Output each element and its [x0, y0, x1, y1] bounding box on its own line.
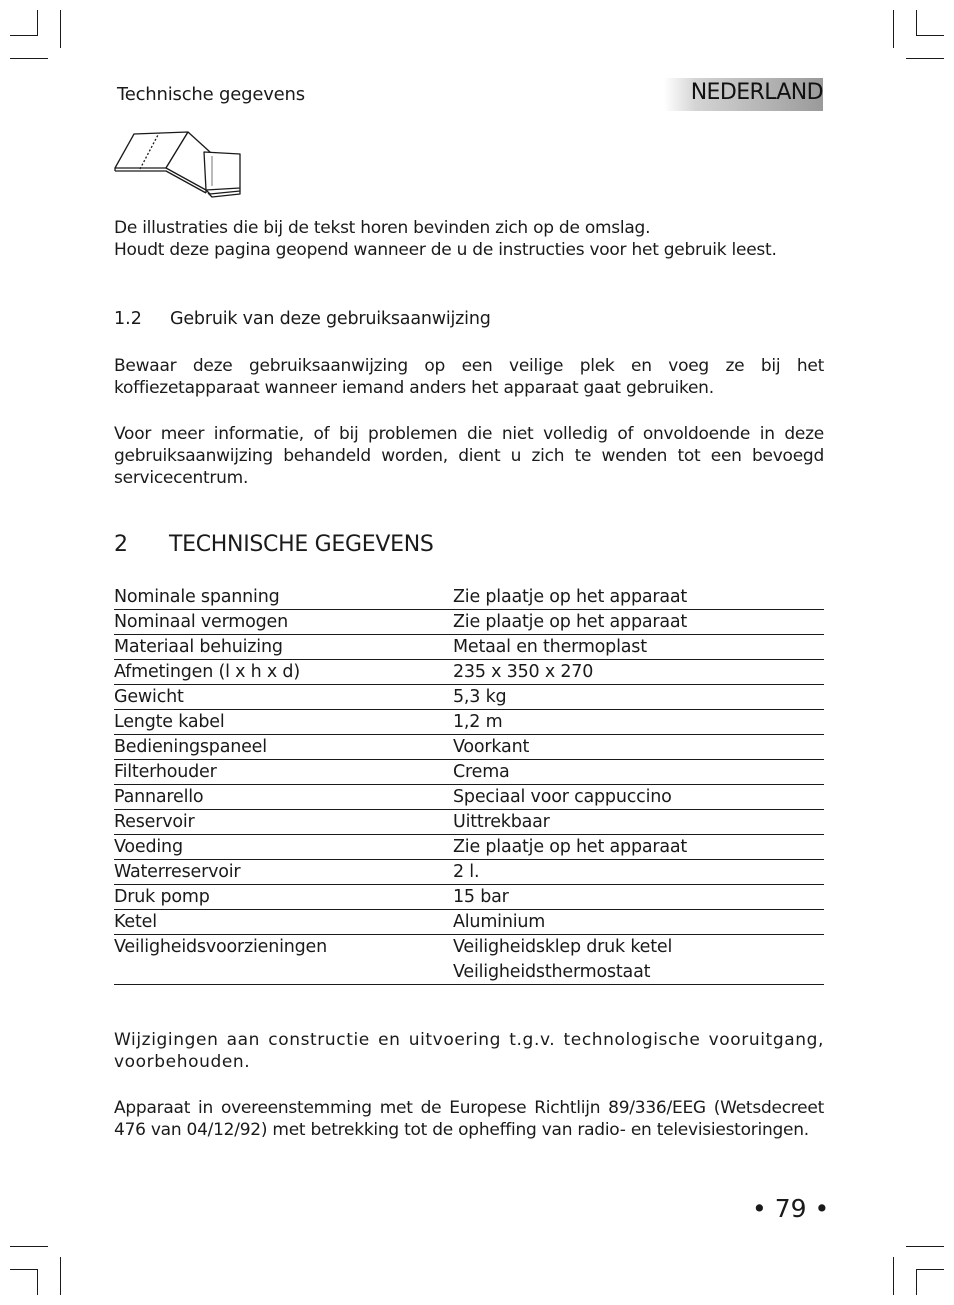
- table-row: [114, 835, 824, 860]
- footer-note-1: Wijzigingen aan constructie en uitvoering t.g.v. technologische vooruitgang, voorbehouden.: [114, 1030, 824, 1072]
- spec-label: Nominaal vermogen: [114, 610, 453, 635]
- section-number: 2: [114, 532, 128, 557]
- spec-value: Speciaal voor cappuccino: [453, 785, 824, 810]
- spec-value: Aluminium: [453, 910, 824, 935]
- spec-value: Zie plaatje op het apparaat: [453, 610, 824, 635]
- specs-table: [114, 585, 824, 985]
- table-row: [114, 885, 824, 910]
- table-row: [114, 910, 824, 935]
- spec-value-group: [453, 935, 824, 985]
- page-number: • 79 •: [752, 1194, 830, 1223]
- subsection-paragraph-1: Bewaar deze gebruiksaanwijzing op een veilige plek en voeg ze bij het koffiezetapparaat wanneer iemand anders het apparaat gaat gebruiken.: [114, 356, 824, 398]
- table-row: [114, 685, 824, 710]
- intro-line-2: Houdt deze pagina geopend wanneer de u de instructies voor het gebruik leest.: [114, 240, 777, 260]
- spec-value: 5,3 kg: [453, 685, 824, 710]
- intro-text: [114, 217, 824, 261]
- spec-label: Lengte kabel: [114, 710, 453, 735]
- spec-value: Metaal en thermoplast: [453, 635, 824, 660]
- spec-label: Gewicht: [114, 685, 453, 710]
- subsection-title: Gebruik van deze gebruiksaanwijzing: [170, 309, 491, 329]
- table-row: [114, 635, 824, 660]
- spec-value: Veiligheidsthermostaat: [453, 962, 651, 982]
- spec-value: Crema: [453, 760, 824, 785]
- spec-label: Afmetingen (l x h x d): [114, 660, 453, 685]
- spec-label: Veiligheidsvoorzieningen: [114, 935, 453, 985]
- table-row: [114, 810, 824, 835]
- subsection-paragraph-2: Voor meer informatie, of bij problemen die niet volledig of onvoldoende in deze gebruiksaanwijzing behandeld worden, dient u zich te wenden tot een bevoegd servicecentrum.: [114, 424, 824, 488]
- spec-value: Veiligheidsklep druk ketel: [453, 937, 673, 957]
- table-row: [114, 610, 824, 635]
- spec-label: Bedieningspaneel: [114, 735, 453, 760]
- header-section-title: Technische gegevens: [117, 84, 305, 105]
- section-title: TECHNISCHE GEGEVENS: [169, 532, 434, 557]
- spec-label: Pannarello: [114, 785, 453, 810]
- spec-value: 15 bar: [453, 885, 824, 910]
- spec-label: Reservoir: [114, 810, 453, 835]
- table-row: [114, 735, 824, 760]
- subsection-number: 1.2: [114, 309, 142, 329]
- footer-note-2: Apparaat in overeenstemming met de Europese Richtlijn 89/336/EEG (Wetsdecreet 476 van 04/12/92) met betrekking tot de opheffing van radio- en televisiestoringen.: [114, 1098, 824, 1140]
- spec-value: Zie plaatje op het apparaat: [453, 585, 824, 610]
- spec-label: Nominale spanning: [114, 585, 453, 610]
- spec-label: Druk pomp: [114, 885, 453, 910]
- language-label: NEDERLAND: [690, 80, 823, 105]
- spec-value: Zie plaatje op het apparaat: [453, 835, 824, 860]
- language-badge: [664, 78, 823, 111]
- spec-value: Voorkant: [453, 735, 824, 760]
- spec-label: Materiaal behuizing: [114, 635, 453, 660]
- table-row: [114, 660, 824, 685]
- table-row: [114, 935, 824, 985]
- folded-booklet-icon: [112, 128, 246, 204]
- spec-label: Waterreservoir: [114, 860, 453, 885]
- spec-value: Uittrekbaar: [453, 810, 824, 835]
- spec-label: Filterhouder: [114, 760, 453, 785]
- table-row: [114, 710, 824, 735]
- table-row: [114, 785, 824, 810]
- table-row: [114, 585, 824, 610]
- spec-value: 1,2 m: [453, 710, 824, 735]
- spec-value: 2 l.: [453, 860, 824, 885]
- intro-line-1: De illustraties die bij de tekst horen bevinden zich op de omslag.: [114, 218, 651, 238]
- spec-label: Ketel: [114, 910, 453, 935]
- table-row: [114, 760, 824, 785]
- spec-value: 235 x 350 x 270: [453, 660, 824, 685]
- table-row: [114, 860, 824, 885]
- spec-label: Voeding: [114, 835, 453, 860]
